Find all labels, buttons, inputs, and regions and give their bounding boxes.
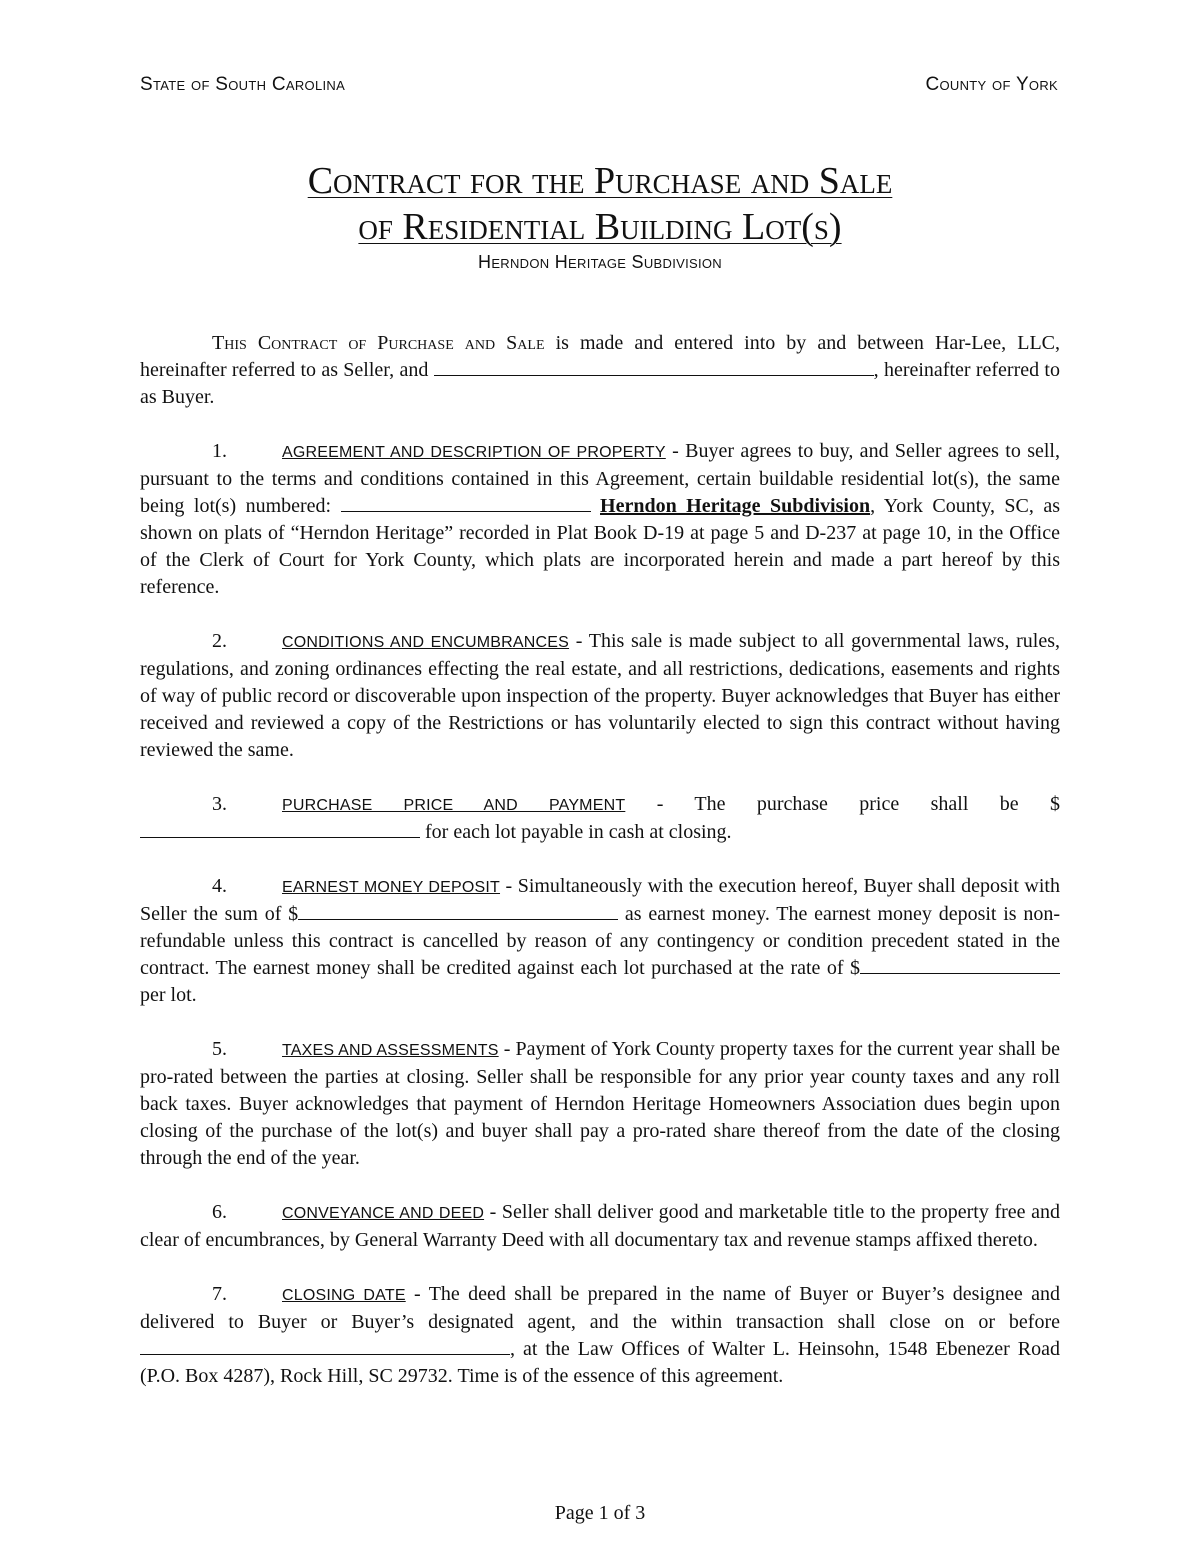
per-lot-credit-blank[interactable] bbox=[860, 955, 1060, 974]
header-county: County of York bbox=[925, 74, 1058, 95]
section-heading: AGREEMENT AND DESCRIPTION OF PROPERTY bbox=[282, 444, 666, 461]
title-line-1: Contract for the Purchase and Sale bbox=[307, 160, 893, 202]
section-7 bbox=[140, 1281, 1060, 1390]
section-number: 3. bbox=[212, 793, 227, 815]
intro-text-1: is made and entered into by and between Har-Lee, LLC, hereinafter referred to as Seller, and bbox=[140, 332, 1060, 381]
section-4 bbox=[140, 873, 1060, 1009]
section-heading: PURCHASE PRICE AND PAYMENT bbox=[282, 797, 626, 814]
section-text: - This sale is made subject to all governmental laws, rules, regulations, and zoning ordinances effecting the real estate, and all restrictions, dedications, easements and rights of way of public record or discoverable upon inspection of the property. Buyer acknowledges that Buyer has either received and reviewed a copy of the Restrictions or has voluntarily elected to sign this contract without having reviewed the same. bbox=[140, 630, 1060, 761]
section-number: 4. bbox=[212, 875, 227, 897]
section-text: - The deed shall be prepared in the name of Buyer or Buyer’s designee and delivered to Buyer or Buyer’s designated agent, and the within transaction shall close on or before bbox=[140, 1283, 1060, 1333]
section-number: 1. bbox=[212, 440, 227, 462]
section-text: - Buyer agrees to buy, and Seller agrees to sell, pursuant to the terms and conditions contained in this Agreement, certain buildable residential lot(s), the same being lot(s) numbered: bbox=[140, 440, 1060, 517]
section-heading: CLOSING DATE bbox=[282, 1287, 406, 1304]
intro-paragraph bbox=[140, 330, 1060, 411]
section-6 bbox=[140, 1199, 1060, 1254]
buyer-name-blank[interactable] bbox=[434, 357, 874, 376]
earnest-money-blank[interactable] bbox=[298, 901, 618, 920]
section-text: , at the Law Offices of Walter L. Heinsohn, 1548 Ebenezer Road (P.O. Box 4287), Rock Hill, SC 29732. Time is of the essence of this agreement. bbox=[140, 1338, 1060, 1387]
subdivision-name: Herndon Heritage Subdivision bbox=[600, 495, 871, 517]
title-line-2: of Residential Building Lot(s) bbox=[358, 206, 842, 248]
section-number: 6. bbox=[212, 1201, 227, 1223]
section-number: 2. bbox=[212, 630, 227, 652]
header-state: State of South Carolina bbox=[140, 74, 346, 95]
lot-numbers-blank[interactable] bbox=[341, 493, 591, 512]
contract-body bbox=[140, 330, 1060, 1417]
section-3 bbox=[140, 791, 1060, 846]
section-text: , York County, SC, as shown on plats of “Herndon Heritage” recorded in Plat Book D-19 at page 5 and D-237 at page 10, in the Office of the Clerk of Court for York County, which plats are incorporated herein and made a part hereof by this reference. bbox=[140, 495, 1060, 598]
closing-date-blank[interactable] bbox=[140, 1336, 510, 1355]
section-text: as earnest money. The earnest money deposit is non-refundable unless this contract is cancelled by reason of any contingency or condition precedent stated in the contract. The earnest money shall be credited against each lot purchased at the rate of $ bbox=[140, 903, 1060, 979]
section-text: per lot. bbox=[140, 984, 197, 1006]
section-1 bbox=[140, 438, 1060, 601]
section-heading: EARNEST MONEY DEPOSIT bbox=[282, 879, 501, 896]
section-text: - The purchase price shall be $ bbox=[625, 793, 1060, 815]
section-text: - Simultaneously with the execution hereof, Buyer shall deposit with Seller the sum of $ bbox=[140, 875, 1060, 925]
section-text: for each lot payable in cash at closing. bbox=[420, 821, 732, 843]
section-heading: CONDITIONS AND ENCUMBRANCES bbox=[282, 634, 570, 651]
page-number: Page 1 of 3 bbox=[554, 1502, 646, 1524]
section-heading: TAXES AND ASSESSMENTS bbox=[282, 1042, 499, 1059]
intro-lead: This Contract of Purchase and Sale bbox=[212, 332, 545, 354]
document-subtitle: Herndon Heritage Subdivision bbox=[478, 252, 722, 272]
section-5 bbox=[140, 1036, 1060, 1172]
purchase-price-blank[interactable] bbox=[140, 819, 420, 838]
section-text: - Seller shall deliver good and marketable title to the property free and clear of encumbrances, by General Warranty Deed with all documentary tax and revenue stamps affixed thereto. bbox=[140, 1201, 1060, 1251]
document-title bbox=[0, 158, 1200, 250]
section-text: - Payment of York County property taxes for the current year shall be pro-rated between the parties at closing. Seller shall be responsible for any prior year county taxes and any roll back taxes. Buyer acknowledges that payment of Herndon Heritage Homeowners Association dues begin upon closing of the purchase of the lot(s) and buyer shall pay a pro-rated share thereof from the date of the closing through the end of the year. bbox=[140, 1038, 1060, 1169]
section-number: 5. bbox=[212, 1038, 227, 1060]
intro-text-2: , hereinafter referred to as Buyer. bbox=[140, 359, 1060, 408]
section-heading: CONVEYANCE AND DEED bbox=[282, 1205, 485, 1222]
section-number: 7. bbox=[212, 1283, 227, 1305]
section-2 bbox=[140, 628, 1060, 764]
